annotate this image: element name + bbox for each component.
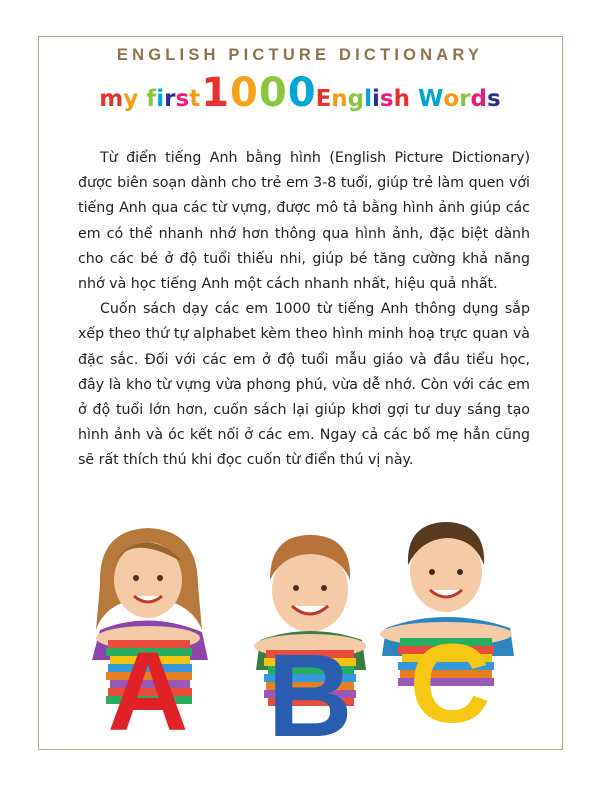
description-text [78, 146, 530, 474]
title-letter: d [470, 86, 488, 112]
paragraph-2: Cuốn sách dạy các em 1000 từ tiếng Anh thông dụng sắp xếp theo thứ tự alphabet kèm theo hình minh hoạ trực quan và đặc sắc. Đối với các em ở độ tuổi mẫu giáo và đầu tiểu học, đây là kho từ vựng vừa phong phú, vừa dễ nhớ. Còn với các em ở độ tuổi lớn hơn, cuốn sách lại giúp khơi gợi tư duy sáng tạo hình ảnh và óc kết nối ở các em. Ngay cả các bố mẹ hẳn cũng sẽ rất thích thú khi đọc cuốn từ điển thú vị này. [78, 301, 530, 469]
title-letter: 0 [258, 70, 286, 116]
title-letter: m [99, 86, 124, 112]
title-letter: n [331, 86, 348, 112]
children-abc-illustration [70, 510, 550, 740]
letter-c: C [409, 621, 491, 740]
title-letter: E [315, 86, 332, 112]
book-title [0, 70, 600, 116]
title-letter: g [347, 86, 365, 112]
title-letter [410, 86, 418, 112]
title-letter: t [189, 86, 201, 112]
paragraph-1: Từ điển tiếng Anh bằng hình (English Picture Dictionary) được biên soạn dành cho trẻ em 3-8 tuổi, giúp trẻ làm quen với tiếng Anh qua các từ vựng, được mô tả bằng hình ảnh giúp các em có thể nhanh nhớ hơn thông qua hình ảnh, đặc biệt dành cho các bé ở độ tuổi thiếu nhi, giúp bé tăng cường khả năng nhớ và học tiếng Anh một cách nhanh nhất, hiệu quả nhất. [78, 150, 530, 293]
book-subtitle: ENGLISH PICTURE DICTIONARY [116, 46, 484, 64]
title-letter: s [487, 86, 501, 112]
title-letter: s [175, 86, 190, 112]
title-letter: W [418, 86, 444, 112]
title-letter: o [443, 86, 460, 112]
title-letter: r [459, 86, 471, 112]
title-letter: i [372, 86, 380, 112]
letter-a: A [107, 629, 189, 740]
title-letter: s [379, 86, 394, 112]
title-letter: i [156, 86, 165, 112]
title-letter: h [393, 86, 410, 112]
title-letter: l [364, 86, 373, 112]
letter-b: B [267, 630, 353, 740]
title-letter: f [146, 86, 157, 112]
title-letter: 0 [230, 70, 257, 116]
title-letter: r [164, 86, 176, 112]
title-letter: y [123, 86, 139, 112]
title-letter [138, 86, 146, 112]
title-letter: 1 [201, 70, 229, 116]
title-letter: 0 [287, 70, 315, 116]
